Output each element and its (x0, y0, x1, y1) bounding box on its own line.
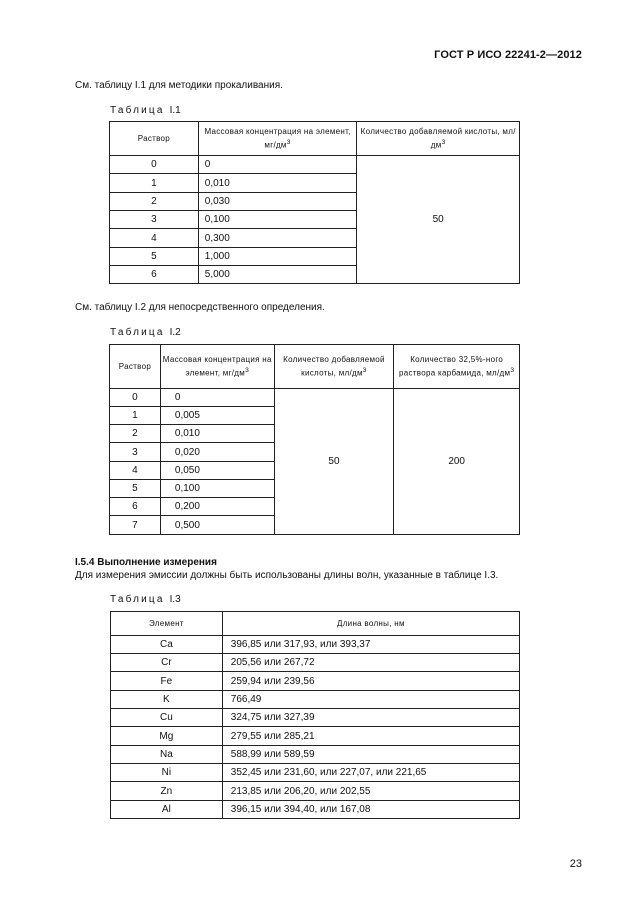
table1-cell: 5 (110, 248, 199, 266)
table1-caption-number: I.1 (169, 105, 181, 116)
table2-cell: 0,500 (160, 516, 274, 535)
table2-cell: 0 (110, 389, 161, 407)
table1-cell: 2 (110, 193, 199, 211)
table3-cell: 396,85 или 317,93, или 393,37 (222, 636, 519, 654)
table1-cell: 0 (198, 156, 357, 174)
table1-caption (110, 105, 181, 116)
table1-cell: 1,000 (198, 248, 357, 266)
table2-cell: 0,050 (160, 462, 274, 480)
table1-header-concentration: Массовая концентрация на элемент, $мг/дм^3$ (198, 122, 357, 156)
table1-header-acid: Количество добавляемой кислоты, $мл/дм^3$ (357, 122, 520, 156)
table3-cell: Cu (111, 709, 223, 727)
table-3 (110, 611, 520, 819)
table3-cell: Na (111, 746, 223, 764)
table-2 (109, 344, 520, 535)
table3-caption-word: Таблица (110, 594, 165, 605)
table3-cell: Al (111, 801, 223, 819)
table1-cell: 0,030 (198, 193, 357, 211)
table3-caption-number: I.3 (169, 594, 181, 605)
table2-cell: 0,005 (160, 407, 274, 425)
table3-cell: 324,75 или 327,39 (222, 709, 519, 727)
table1-cell: 0,010 (198, 174, 357, 193)
table3-cell: K (111, 691, 223, 709)
table2-cell: 0 (160, 389, 274, 407)
table2-caption-number: I.2 (169, 327, 181, 338)
table3-header-element: Элемент (111, 612, 223, 636)
table2-caption-word: Таблица (110, 327, 165, 338)
table2-header-acid: Количество добавляемой кислоты, $мл/дм^3$ (274, 345, 394, 389)
table1-cell: 1 (110, 174, 199, 193)
table3-cell: Mg (111, 727, 223, 746)
table1-cell: 0 (110, 156, 199, 174)
table2-caption (110, 327, 181, 338)
table3-cell: Zn (111, 782, 223, 801)
table3-cell: 279,55 или 285,21 (222, 727, 519, 746)
table1-cell: 0,300 (198, 229, 357, 248)
table2-cell: 1 (110, 407, 161, 425)
table1-cell: 5,000 (198, 266, 357, 284)
table1-cell: 6 (110, 266, 199, 284)
table3-cell: 259,94 или 239,56 (222, 672, 519, 691)
section-text: Для измерения эмиссии должны быть использованы длины волн, указанные в таблице I.3. (75, 570, 499, 581)
table2-header-concentration: Массовая концентрация на элемент, $мг/дм^3$ (160, 345, 274, 389)
table3-cell: 766,49 (222, 691, 519, 709)
table3-cell: Ca (111, 636, 223, 654)
table2-header-solution: Раствор (110, 345, 161, 389)
table2-header-urea: Количество 32,5%-ного раствора карбамида, $мл/дм^3$ (394, 345, 520, 389)
table2-cell: 0,100 (160, 480, 274, 498)
table2-cell: 4 (110, 462, 161, 480)
table2-cell: 0,020 (160, 443, 274, 462)
table3-cell: 396,15 или 394,40, или 167,08 (222, 801, 519, 819)
table2-cell: 3 (110, 443, 161, 462)
table3-caption (110, 594, 181, 605)
intro-text-2: См. таблицу I.2 для непосредственного определения. (75, 302, 325, 313)
table3-header-wavelength: Длина волны, нм (222, 612, 519, 636)
standard-designation: ГОСТ Р ИСО 22241-2—2012 (434, 49, 582, 61)
table1-caption-word: Таблица (110, 105, 165, 116)
table2-acid-value: 50 (274, 389, 394, 535)
table1-acid-value: 50 (357, 156, 520, 284)
table1-cell: 3 (110, 211, 199, 229)
table2-cell: 6 (110, 498, 161, 516)
table2-cell: 2 (110, 425, 161, 443)
table2-cell: 0,010 (160, 425, 274, 443)
table3-cell: Cr (111, 654, 223, 672)
table3-cell: 205,56 или 267,72 (222, 654, 519, 672)
table2-cell: 0,200 (160, 498, 274, 516)
intro-text-1: См. таблицу I.1 для методики прокаливания. (75, 80, 283, 91)
table-1 (109, 121, 520, 284)
table3-cell: 213,85 или 206,20, или 202,55 (222, 782, 519, 801)
table1-header-solution: Раствор (110, 122, 199, 156)
table3-cell: Fe (111, 672, 223, 691)
table3-cell: 588,99 или 589,59 (222, 746, 519, 764)
table3-cell: Ni (111, 764, 223, 782)
section-heading: I.5.4 Выполнение измерения (75, 557, 217, 568)
table2-cell: 7 (110, 516, 161, 535)
table2-cell: 5 (110, 480, 161, 498)
table1-cell: 4 (110, 229, 199, 248)
page-number: 23 (569, 858, 582, 870)
table3-cell: 352,45 или 231,60, или 227,07, или 221,65 (222, 764, 519, 782)
table1-cell: 0,100 (198, 211, 357, 229)
table2-urea-value: 200 (394, 389, 520, 535)
